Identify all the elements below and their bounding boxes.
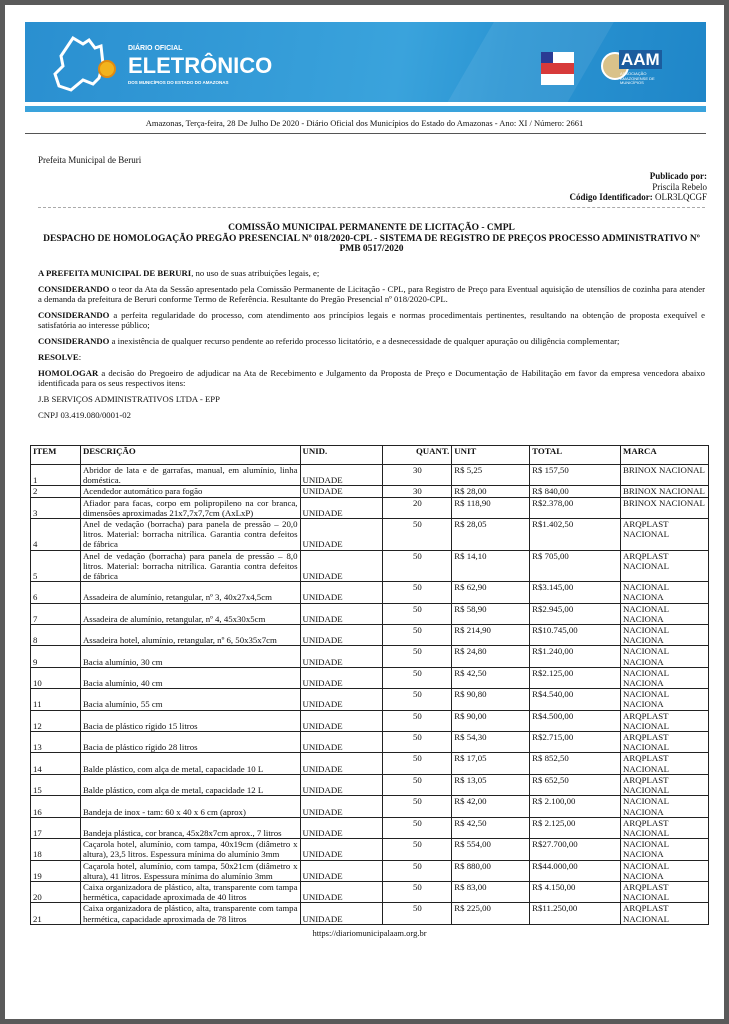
document-body <box>38 268 705 426</box>
item-number: 11 <box>31 689 81 710</box>
unit-type: UNIDADE <box>300 881 383 902</box>
item-number: 16 <box>31 796 81 817</box>
bold-lead: RESOLVE <box>38 352 79 362</box>
description: Bacia de plástico rígido 15 litros <box>80 710 300 731</box>
paragraph <box>38 352 705 362</box>
quantity: 50 <box>383 710 452 731</box>
brand: ARQPLAST NACIONAL <box>621 881 709 902</box>
brand: NACIONAL NACIONA <box>621 839 709 860</box>
quantity: 50 <box>383 732 452 753</box>
table-header <box>31 446 709 465</box>
header-stripe <box>25 106 706 112</box>
unit-type: UNIDADE <box>300 732 383 753</box>
description: Bandeja plástica, cor branca, 45x28x7cm aprox., 7 litros <box>80 817 300 838</box>
text: o teor da Ata da Sessão apresentado pela Comissão Permanente de Licitação - CPL, para Registro de Preço para Eventual aquisição de utensílios de cozinha para atender a demanda da prefeitura de Beruri conforme Termo de Referência. Resultante do Pregão Presencial nº 018/2020-CPL. <box>38 284 705 304</box>
paragraph <box>38 336 705 346</box>
unit-price: R$ 24,80 <box>452 646 530 667</box>
table-row <box>31 903 709 924</box>
item-number: 20 <box>31 881 81 902</box>
table-row <box>31 519 709 551</box>
column-header: UNID. <box>300 446 383 465</box>
table-row <box>31 667 709 688</box>
item-number: 9 <box>31 646 81 667</box>
quantity: 50 <box>383 646 452 667</box>
brand: ARQPLAST NACIONAL <box>621 903 709 924</box>
item-number: 7 <box>31 603 81 624</box>
total-price: R$2.378,00 <box>530 497 621 518</box>
quantity: 20 <box>383 497 452 518</box>
total-price: R$ 2.100,00 <box>530 796 621 817</box>
table-row <box>31 465 709 486</box>
total-price: R$2.125,00 <box>530 667 621 688</box>
description: Assadeira hotel, alumínio, retangular, nº 6, 50x35x7cm <box>80 625 300 646</box>
column-header: MARCA <box>621 446 709 465</box>
total-price: R$ 840,00 <box>530 486 621 497</box>
total-price: R$ 157,50 <box>530 465 621 486</box>
description: Bacia alumínio, 30 cm <box>80 646 300 667</box>
item-number: 15 <box>31 774 81 795</box>
total-price: R$2.715,00 <box>530 732 621 753</box>
unit-type: UNIDADE <box>300 603 383 624</box>
description: Anel de vedação (borracha) para panela de pressão – 20,0 litros. Material: borracha nitrílica. Garantia contra defeitos de fábrica <box>80 519 300 551</box>
title-line-2: DESPACHO DE HOMOLOGAÇÃO PREGÃO PRESENCIAL Nº 018/2020-CPL - SISTEMA DE REGISTRO DE PREÇOS PROCESSO ADMINISTRATIVO Nº PMB 0517/2020 <box>43 233 700 254</box>
unit-price: R$ 13,05 <box>452 774 530 795</box>
column-header: QUANT. <box>383 446 452 465</box>
table-row <box>31 689 709 710</box>
table-row <box>31 774 709 795</box>
unit-type: UNIDADE <box>300 753 383 774</box>
unit-type: UNIDADE <box>300 689 383 710</box>
unit-type: UNIDADE <box>300 817 383 838</box>
amazonas-flag-icon <box>541 52 574 85</box>
total-price: R$1.402,50 <box>530 519 621 551</box>
brand: NACIONAL NACIONA <box>621 582 709 603</box>
entity-name: Prefeita Municipal de Beruri <box>38 155 142 165</box>
brand: ARQPLAST NACIONAL <box>621 732 709 753</box>
total-price: R$11.250,00 <box>530 903 621 924</box>
bold-lead: CONSIDERANDO <box>38 284 110 294</box>
item-number: 5 <box>31 550 81 582</box>
unit-type: UNIDADE <box>300 774 383 795</box>
brand-subtitle: DOS MUNICÍPIOS DO ESTADO DO AMAZONAS <box>128 80 229 85</box>
paragraph <box>38 368 705 388</box>
brand: NACIONAL NACIONA <box>621 860 709 881</box>
unit-price: R$ 214,90 <box>452 625 530 646</box>
description: Anel de vedação (borracha) para panela de pressão – 8,0 litros. Material: borracha nitrílica. Garantia contra defeitos de fábrica <box>80 550 300 582</box>
total-price: R$ 2.125,00 <box>530 817 621 838</box>
brand: NACIONAL NACIONA <box>621 667 709 688</box>
description: Balde plástico, com alça de metal, capacidade 12 L <box>80 774 300 795</box>
brand: NACIONAL NACIONA <box>621 689 709 710</box>
title-line-1: COMISSÃO MUNICIPAL PERMANENTE DE LICITAÇÃO - CMPL <box>228 223 515 233</box>
unit-price: R$ 90,80 <box>452 689 530 710</box>
unit-type: UNIDADE <box>300 550 383 582</box>
quantity: 50 <box>383 753 452 774</box>
table-row <box>31 860 709 881</box>
description: Bacia alumínio, 40 cm <box>80 667 300 688</box>
total-price: R$1.240,00 <box>530 646 621 667</box>
quantity: 50 <box>383 550 452 582</box>
unit-price: R$ 54,30 <box>452 732 530 753</box>
unit-type: UNIDADE <box>300 582 383 603</box>
text: a perfeita regularidade do processo, com atendimento aos princípios legais e normas procedimentais pertinentes, resultando na obtenção de proposta exequível e satisfatória ao interesse público; <box>38 310 705 330</box>
item-number: 2 <box>31 486 81 497</box>
unit-price: R$ 118,90 <box>452 497 530 518</box>
brand: ARQPLAST NACIONAL <box>621 817 709 838</box>
quantity: 50 <box>383 689 452 710</box>
item-number: 19 <box>31 860 81 881</box>
unit-price: R$ 90,00 <box>452 710 530 731</box>
unit-type: UNIDADE <box>300 519 383 551</box>
brand-logo-text: ELETRÔNICO <box>128 53 273 78</box>
unit-type: UNIDADE <box>300 796 383 817</box>
brand: ARQPLAST NACIONAL <box>621 710 709 731</box>
unit-price: R$ 42,50 <box>452 667 530 688</box>
bold-lead: CONSIDERANDO <box>38 336 110 346</box>
description: Bandeja de inox - tam: 60 x 40 x 6 cm (aprox) <box>80 796 300 817</box>
quantity: 50 <box>383 796 452 817</box>
table-row <box>31 646 709 667</box>
item-number: 10 <box>31 667 81 688</box>
unit-price: R$ 5,25 <box>452 465 530 486</box>
items-table <box>30 445 709 925</box>
quantity: 50 <box>383 582 452 603</box>
code-value: OLR3LQCGF <box>654 192 707 202</box>
quantity: 50 <box>383 519 452 551</box>
description: Balde plástico, com alça de metal, capacidade 10 L <box>80 753 300 774</box>
total-price: R$4.500,00 <box>530 710 621 731</box>
description: Afiador para facas, corpo em polipropileno na cor branca, dimensões aproximadas 21x7,7x7,7cm (AxLxP) <box>80 497 300 518</box>
brand: BRINOX NACIONAL <box>621 486 709 497</box>
company-cnpj: CNPJ 03.419.080/0001-02 <box>38 410 131 420</box>
paragraph <box>38 284 705 304</box>
unit-type: UNIDADE <box>300 903 383 924</box>
quantity: 50 <box>383 603 452 624</box>
published-by-label: Publicado por: <box>649 171 707 181</box>
table-row <box>31 486 709 497</box>
brand: NACIONAL NACIONA <box>621 796 709 817</box>
unit-price: R$ 28,00 <box>452 486 530 497</box>
unit-type: UNIDADE <box>300 860 383 881</box>
text: a decisão do Pregoeiro de adjudicar na Ata de Recebimento e Julgamento da Proposta de Preço e Documentação de Habilitação em favor da empresa vencedora abaixo identificada para os seus respectivos itens: <box>38 368 705 388</box>
brand: BRINOX NACIONAL <box>621 497 709 518</box>
unit-type: UNIDADE <box>300 625 383 646</box>
total-price: R$4.540,00 <box>530 689 621 710</box>
footer-url: https://diariomunicipalaam.org.br <box>312 927 427 938</box>
item-number: 12 <box>31 710 81 731</box>
item-number: 6 <box>31 582 81 603</box>
table-row <box>31 817 709 838</box>
brand: NACIONAL NACIONA <box>621 603 709 624</box>
document-title <box>38 223 705 255</box>
publisher-block <box>569 171 707 203</box>
total-price: R$2.945,00 <box>530 603 621 624</box>
column-header: DESCRIÇÃO <box>80 446 300 465</box>
table-row <box>31 582 709 603</box>
published-by: Priscila Rebelo <box>652 181 707 192</box>
total-price: R$ 705,00 <box>530 550 621 582</box>
column-header: UNIT <box>452 446 530 465</box>
item-number: 18 <box>31 839 81 860</box>
item-number: 1 <box>31 465 81 486</box>
unit-type: UNIDADE <box>300 710 383 731</box>
brand: ARQPLAST NACIONAL <box>621 519 709 551</box>
unit-price: R$ 17,05 <box>452 753 530 774</box>
divider <box>25 133 706 134</box>
table-row <box>31 603 709 624</box>
unit-price: R$ 42,00 <box>452 796 530 817</box>
item-number: 21 <box>31 903 81 924</box>
table-row <box>31 796 709 817</box>
unit-type: UNIDADE <box>300 839 383 860</box>
table-row <box>31 550 709 582</box>
text: , no uso de suas atribuições legais, e; <box>191 268 320 278</box>
table-row <box>31 881 709 902</box>
table-row <box>31 625 709 646</box>
quantity: 50 <box>383 860 452 881</box>
column-header: TOTAL <box>530 446 621 465</box>
header-banner <box>25 22 706 102</box>
quantity: 50 <box>383 667 452 688</box>
unit-price: R$ 880,00 <box>452 860 530 881</box>
brand: ARQPLAST NACIONAL <box>621 753 709 774</box>
quantity: 50 <box>383 817 452 838</box>
aam-subtitle: ASSOCIAÇÃO AMAZONENSE DE MUNICÍPIOS <box>620 71 655 85</box>
unit-price: R$ 554,00 <box>452 839 530 860</box>
text: : <box>78 352 82 362</box>
quantity: 30 <box>383 465 452 486</box>
unit-price: R$ 62,90 <box>452 582 530 603</box>
table-row <box>31 839 709 860</box>
description: Assadeira de alumínio, retangular, nº 3, 40x27x4,5cm <box>80 582 300 603</box>
description: Bacia alumínio, 55 cm <box>80 689 300 710</box>
unit-type: UNIDADE <box>300 497 383 518</box>
brand: NACIONAL NACIONA <box>621 646 709 667</box>
description: Assadeira de alumínio, retangular, nº 4, 45x30x5cm <box>80 603 300 624</box>
brand: ARQPLAST NACIONAL <box>621 774 709 795</box>
description: Abridor de lata e de garrafas, manual, em alumínio, linha doméstica. <box>80 465 300 486</box>
table-row <box>31 497 709 518</box>
description: Caçarola hotel, alumínio, com tampa, 40x19cm (diâmetro x altura), 23,5 litros. Espessura mínima do alumínio 3mm <box>80 839 300 860</box>
unit-type: UNIDADE <box>300 465 383 486</box>
total-price: R$10.745,00 <box>530 625 621 646</box>
quantity: 50 <box>383 625 452 646</box>
column-header: ITEM <box>31 446 81 465</box>
unit-type: UNIDADE <box>300 646 383 667</box>
description: Bacia de plástico rígido 28 litros <box>80 732 300 753</box>
unit-price: R$ 225,00 <box>452 903 530 924</box>
item-number: 17 <box>31 817 81 838</box>
total-price: R$ 4.150,00 <box>530 881 621 902</box>
dateline: Amazonas, Terça-feira, 28 De Julho De 2020 - Diário Oficial dos Municípios do Estado do Amazonas - Ano: XI / Número: 2661 <box>145 118 584 128</box>
table-row <box>31 710 709 731</box>
aam-logo-text: AAM <box>621 50 660 69</box>
unit-price: R$ 58,90 <box>452 603 530 624</box>
company-name: J.B SERVIÇOS ADMINISTRATIVOS LTDA - EPP <box>38 394 220 404</box>
table-row <box>31 753 709 774</box>
item-number: 13 <box>31 732 81 753</box>
item-number: 3 <box>31 497 81 518</box>
table-row <box>31 732 709 753</box>
quantity: 50 <box>383 839 452 860</box>
unit-type: UNIDADE <box>300 486 383 497</box>
bold-lead: HOMOLOGAR <box>38 368 99 378</box>
code-label: Código Identificador: <box>569 192 653 202</box>
total-price: R$44.000,00 <box>530 860 621 881</box>
quantity: 50 <box>383 903 452 924</box>
unit-price: R$ 28,05 <box>452 519 530 551</box>
total-price: R$ 852,50 <box>530 753 621 774</box>
medal-icon <box>98 60 116 78</box>
item-number: 14 <box>31 753 81 774</box>
total-price: R$27.700,00 <box>530 839 621 860</box>
description: Caçarola hotel, alumínio, com tampa, 50x21cm (diâmetro x altura), 41 litros. Espessura mínima do alumínio 3mm <box>80 860 300 881</box>
item-number: 8 <box>31 625 81 646</box>
paragraph <box>38 268 705 278</box>
total-price: R$ 652,50 <box>530 774 621 795</box>
quantity: 50 <box>383 774 452 795</box>
unit-type: UNIDADE <box>300 667 383 688</box>
unit-price: R$ 42,50 <box>452 817 530 838</box>
paragraph <box>38 310 705 330</box>
description: Caixa organizadora de plástico, alta, transparente com tampa hermética, capacidade aproximada de 40 litros <box>80 881 300 902</box>
bold-lead: CONSIDERANDO <box>38 310 110 320</box>
unit-price: R$ 83,00 <box>452 881 530 902</box>
brand: NACIONAL NACIONA <box>621 625 709 646</box>
text: a inexistência de qualquer recurso pendente ao referido processo licitatório, e a desnecessidade de qualquer apuração ou diligência complementar; <box>109 336 620 346</box>
dashed-divider <box>38 207 705 208</box>
unit-price: R$ 14,10 <box>452 550 530 582</box>
brand-small: DIÁRIO OFICIAL <box>128 45 183 52</box>
description: Acendedor automático para fogão <box>80 486 300 497</box>
brand: BRINOX NACIONAL <box>621 465 709 486</box>
item-number: 4 <box>31 519 81 551</box>
quantity: 50 <box>383 881 452 902</box>
description: Caixa organizadora de plástico, alta, transparente com tampa hermética, capacidade aproximada de 78 litros <box>80 903 300 924</box>
document-page <box>5 5 724 1019</box>
quantity: 30 <box>383 486 452 497</box>
total-price: R$3.145,00 <box>530 582 621 603</box>
brand: ARQPLAST NACIONAL <box>621 550 709 582</box>
table-section <box>30 445 709 938</box>
bold-lead: A PREFEITA MUNICIPAL DE BERURI <box>38 268 192 278</box>
